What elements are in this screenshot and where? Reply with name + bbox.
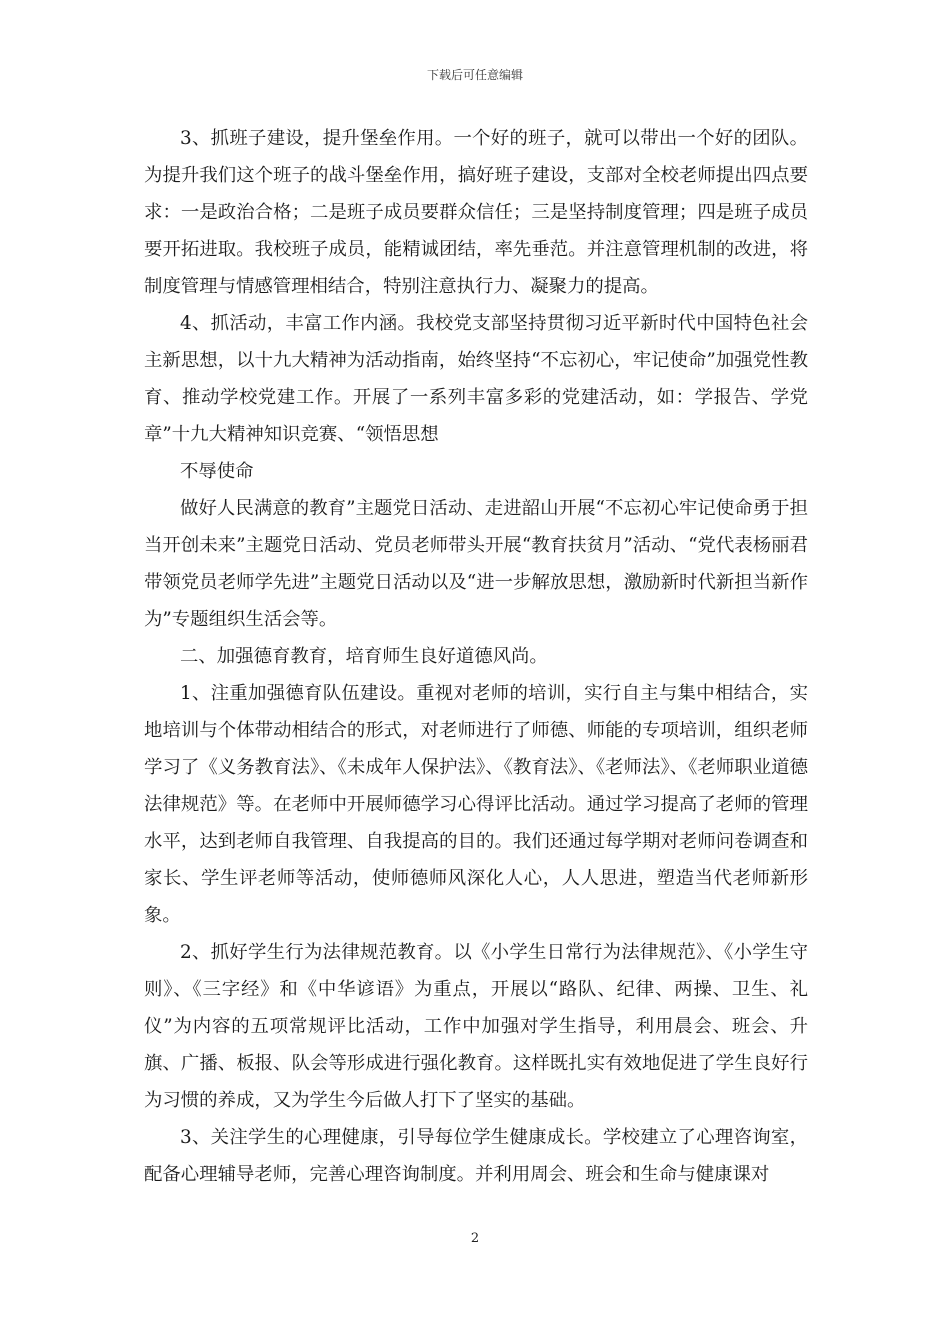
document-body — [144, 120, 808, 1193]
paragraph-mission-fragment: 不辱使命 — [180, 461, 254, 482]
paragraph-party-activities: 4、抓活动，丰富工作内涵。我校党支部坚持贯彻习近平新时代中国特色社会主新思想，以十九大精神为活动指南，始终坚持“不忘初心，牢记使命”加强党性教育、推动学校党建工作。开展了一系列丰富多彩的党建活动，如：学报告、学党章”十九大精神知识竞赛、“领悟思想 — [144, 313, 808, 445]
paragraph-team-building: 3、抓班子建设，提升堡垒作用。一个好的班子，就可以带出一个好的团队。为提升我们这个班子的战斗堡垒作用，搞好班子建设，支部对全校老师提出四点要求：一是政治合格；二是班子成员要群众信任；三是坚持制度管理；四是班子成员要开拓进取。我校班子成员，能精诚团结，率先垂范。并注意管理机制的改进，将制度管理与情感管理相结合，特别注意执行力、凝聚力的提高。 — [144, 128, 808, 297]
paragraph-mental-health: 3、关注学生的心理健康，引导每位学生健康成长。学校建立了心理咨询室，配备心理辅导老师，完善心理咨询制度。并利用周会、班会和生命与健康课对 — [144, 1127, 808, 1185]
page-header: 下载后可任意编辑 — [426, 68, 523, 82]
paragraph-theme-activities: 做好人民满意的教育”主题党日活动、走进韶山开展“不忘初心牢记使命勇于担当开创未来”主题党日活动、党员老师带头开展“教育扶贫月”活动、“党代表杨丽君带领党员老师学先进”主题党日活动以及“进一步解放思想，激励新时代新担当新作为”专题组织生活会等。 — [144, 498, 808, 630]
section-heading-moral-education: 二、加强德育教育，培育师生良好道德风尚。 — [180, 646, 548, 667]
paragraph-teacher-training: 1、注重加强德育队伍建设。重视对老师的培训，实行自主与集中相结合，实地培训与个体带动相结合的形式，对老师进行了师德、师能的专项培训，组织老师学习了《义务教育法》、《未成年人保护法》、《教育法》、《老师法》、《老师职业道德法律规范》等。在老师中开展师德学习心得评比活动。通过学习提高了老师的管理水平，达到老师自我管理、自我提高的目的。我们还通过每学期对老师问卷调查和家长、学生评老师等活动，使师德师风深化人心，人人思进，塑造当代老师新形象。 — [144, 683, 808, 926]
paragraph-student-behavior: 2、抓好学生行为法律规范教育。以《小学生日常行为法律规范》、《小学生守则》、《三字经》和《中华谚语》为重点，开展以“路队、纪律、两操、卫生、礼仪”为内容的五项常规评比活动，工作中加强对学生指导，利用晨会、班会、升旗、广播、板报、队会等形成进行强化教育。这样既扎实有效地促进了学生良好行为习惯的养成，又为学生今后做人打下了坚实的基础。 — [144, 942, 808, 1111]
page-number: 2 — [470, 1231, 480, 1246]
